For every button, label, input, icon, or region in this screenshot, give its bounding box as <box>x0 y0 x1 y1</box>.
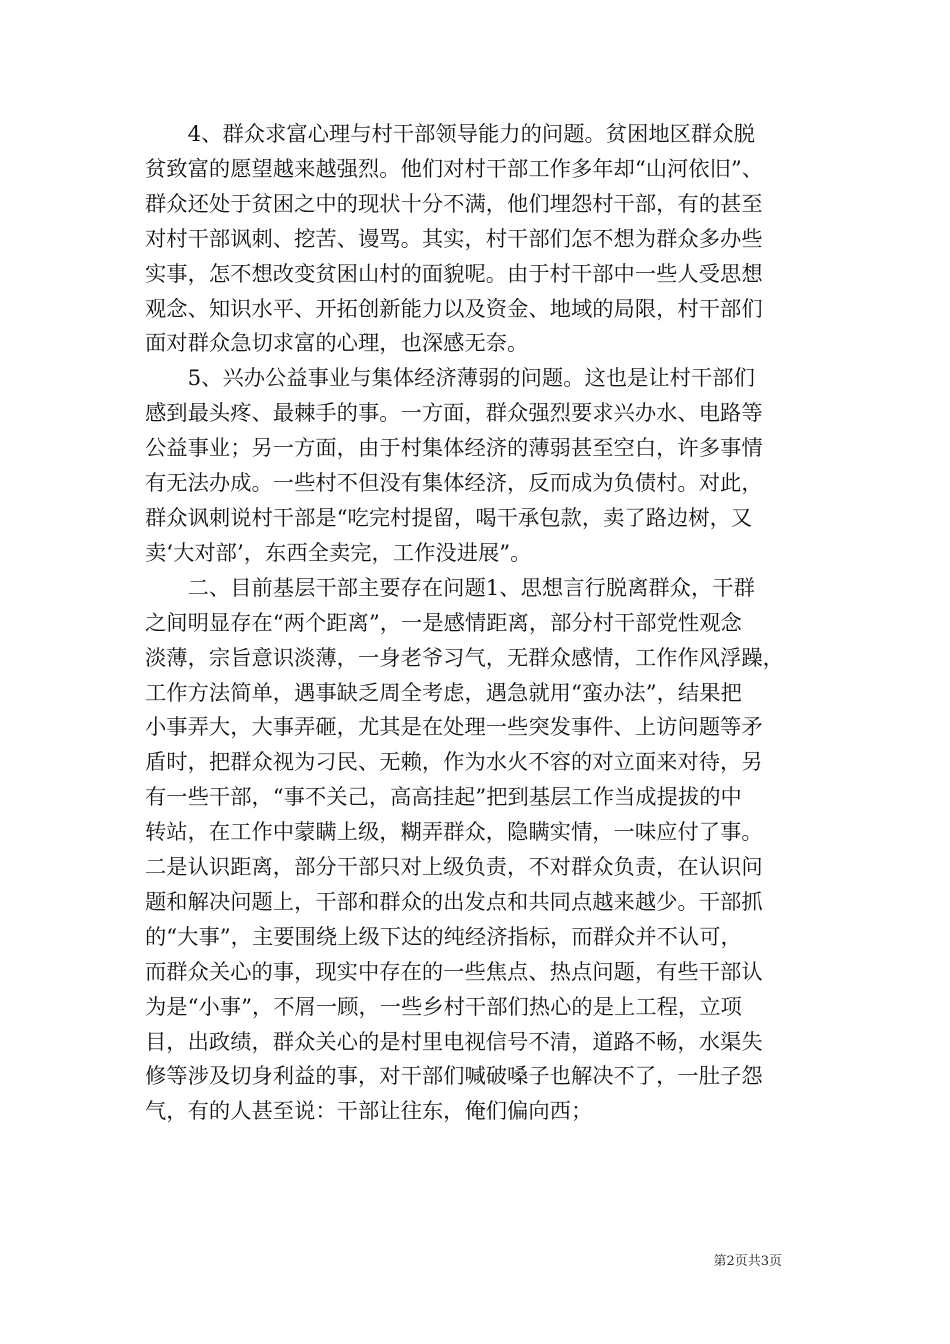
text-line: 群众还处于贫困之中的现状十分不满，他们埋怨村干部，有的甚至 <box>145 191 763 217</box>
text-line: 淡薄，宗旨意识淡薄，一身老爷习气，无群众感情，工作作风浮躁， <box>145 645 784 671</box>
text-line: 有一些干部，“事不关己，高高挂起”把到基层工作当成提拔的中 <box>145 785 742 811</box>
text-line: 卖‘大对部’，东西全卖完，工作没进展”。 <box>145 540 532 566</box>
text-line: 二、目前基层干部主要存在问题1、思想言行脱离群众，干群 <box>187 575 755 601</box>
text-line: 盾时，把群众视为刁民、无赖，作为水火不容的对立面来对待，另 <box>145 750 763 776</box>
text-line: 气，有的人甚至说：干部让往东，俺们偏向西； <box>145 1099 593 1125</box>
text-line: 公益事业；另一方面，由于村集体经济的薄弱甚至空白，许多事情 <box>145 436 763 462</box>
document-body <box>145 118 805 1130</box>
paragraph <box>145 118 805 362</box>
paragraph <box>145 572 805 1131</box>
text-line: 二是认识距离，部分干部只对上级负责，不对群众负责，在认识问 <box>145 855 763 881</box>
text-line: 贫致富的愿望越来越强烈。他们对村干部工作多年却“山河依旧”、 <box>145 156 764 182</box>
text-line: 4、群众求富心理与村干部领导能力的问题。贫困地区群众脱 <box>187 122 755 147</box>
text-line: 转站，在工作中蒙瞒上级，糊弄群众，隐瞒实情，一味应付了事。 <box>145 820 763 846</box>
paragraph <box>145 362 805 571</box>
text-line: 群众讽刺说村干部是“吃完村提留，喝干承包款，卖了路边树，又 <box>145 505 753 531</box>
text-line: 面对群众急切求富的心理，也深感无奈。 <box>145 331 529 357</box>
text-line: 观念、知识水平、开拓创新能力以及资金、地域的局限，村干部们 <box>145 296 763 322</box>
text-line: 之间明显存在“两个距离”，一是感情距离，部分村干部党性观念 <box>145 610 742 636</box>
page-number: 第2页共3页 <box>713 1254 782 1269</box>
text-line: 目，出政绩，群众关心的是村里电视信号不清，道路不畅，水渠失 <box>145 1029 763 1055</box>
text-line: 小事弄大，大事弄砸，尤其是在处理一些突发事件、上访问题等矛 <box>145 715 763 741</box>
text-line: 的“大事”，主要围绕上级下达的纯经济指标，而群众并不认可， <box>145 924 742 950</box>
text-line: 工作方法简单，遇事缺乏周全考虑，遇急就用“蛮办法”，结果把 <box>145 680 742 706</box>
text-line: 修等涉及切身利益的事，对干部们喊破嗓子也解决不了，一肚子怨 <box>145 1064 763 1090</box>
text-line: 而群众关心的事，现实中存在的一些焦点、热点问题，有些干部认 <box>145 959 763 985</box>
text-line: 为是“小事”，不屑一顾，一些乡村干部们热心的是上工程，立项 <box>145 994 742 1020</box>
text-line: 题和解决问题上，干部和群众的出发点和共同点越来越少。干部抓 <box>145 889 763 915</box>
text-line: 有无法办成。一些村不但没有集体经济，反而成为负债村。对此， <box>145 471 763 497</box>
text-line: 对村干部讽刺、挖苦、谩骂。其实，村干部们怎不想为群众多办些 <box>145 226 763 252</box>
text-line: 5、兴办公益事业与集体经济薄弱的问题。这也是让村干部们 <box>187 366 755 392</box>
text-line: 实事，怎不想改变贫困山村的面貌呢。由于村干部中一些人受思想 <box>145 261 763 287</box>
text-line: 感到最头疼、最棘手的事。一方面，群众强烈要求兴办水、电路等 <box>145 401 763 427</box>
